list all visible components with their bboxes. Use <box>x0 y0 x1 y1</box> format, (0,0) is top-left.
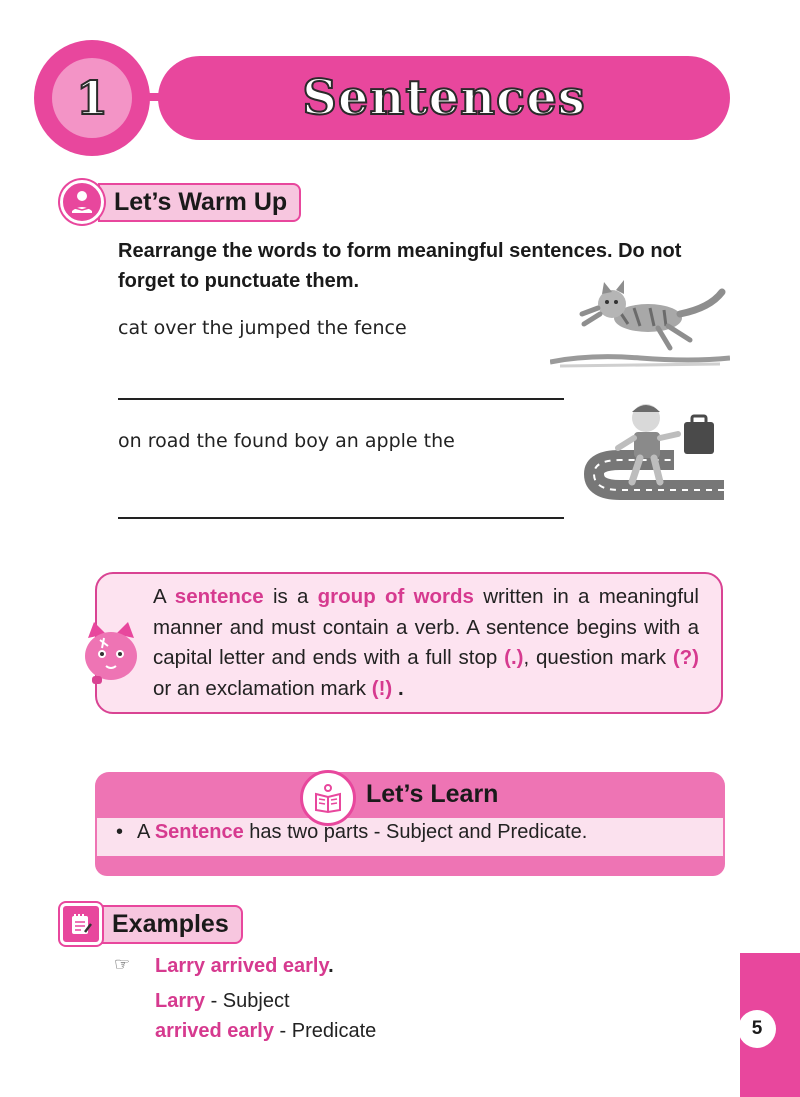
learn-highlight: Sentence <box>154 821 244 843</box>
def-highlight: (!) <box>371 676 393 700</box>
def-highlight: group of words <box>317 585 474 608</box>
chapter-title: Sentences <box>302 70 586 126</box>
example-predicate-line <box>155 1020 376 1043</box>
question-1: cat over the jumped the fence <box>118 317 407 339</box>
chapter-title-bar <box>158 56 730 140</box>
examples-header <box>60 903 243 945</box>
example-highlight: Larry arrived early <box>155 955 329 977</box>
def-part: written in a meaningful manner and must contain a verb. A sentence begins with a capital letter and ends with a full stop <box>153 585 699 669</box>
learn-part: has two parts - Subject and Predicate. <box>243 821 588 843</box>
question-2: on road the found boy an apple the <box>118 430 455 452</box>
answer-line-2[interactable] <box>118 517 564 519</box>
example-sentence <box>155 955 334 978</box>
page-number-badge <box>738 1010 776 1048</box>
def-part: is a <box>263 585 318 608</box>
predicate-word: arrived early <box>155 1020 274 1042</box>
bullet: • <box>116 821 124 843</box>
boy-on-road-illustration <box>574 398 730 510</box>
chapter-number: 1 <box>75 71 108 125</box>
chapter-badge-inner <box>52 58 132 138</box>
cat-face-icon <box>80 620 142 686</box>
notepad-icon <box>60 903 102 945</box>
example-punct: . <box>328 955 334 977</box>
learn-bullet-text <box>116 821 587 844</box>
learn-heading: Let’s Learn <box>366 780 499 808</box>
open-book-icon <box>300 770 356 826</box>
def-highlight: (?) <box>672 646 699 669</box>
subject-label: - Subject <box>205 990 290 1012</box>
learn-footer-bar <box>95 856 725 876</box>
def-part: . <box>392 676 404 700</box>
jumping-cat-illustration <box>550 278 730 374</box>
subject-word: Larry <box>155 990 206 1012</box>
pointing-hand-icon: ☞ <box>114 954 131 975</box>
definition-text <box>153 582 699 704</box>
page-number: 5 <box>751 1018 763 1039</box>
predicate-label: - Predicate <box>273 1020 377 1042</box>
learn-part: A <box>137 821 155 843</box>
def-part: , question mark <box>523 646 673 669</box>
example-subject-line <box>155 990 290 1013</box>
def-highlight: sentence <box>174 585 264 608</box>
examples-heading: Examples <box>96 905 243 944</box>
def-highlight: (.) <box>504 646 524 669</box>
def-part: A <box>153 585 175 608</box>
answer-line-1[interactable] <box>118 398 564 400</box>
warm-up-header <box>60 180 301 224</box>
warm-up-instruction: Rearrange the words to form meaningful sentences. Do not forget to punctuate them. <box>118 240 682 292</box>
reading-person-icon <box>60 180 104 224</box>
warm-up-heading: Let’s Warm Up <box>98 183 301 222</box>
def-part: or an exclamation mark <box>153 676 372 700</box>
